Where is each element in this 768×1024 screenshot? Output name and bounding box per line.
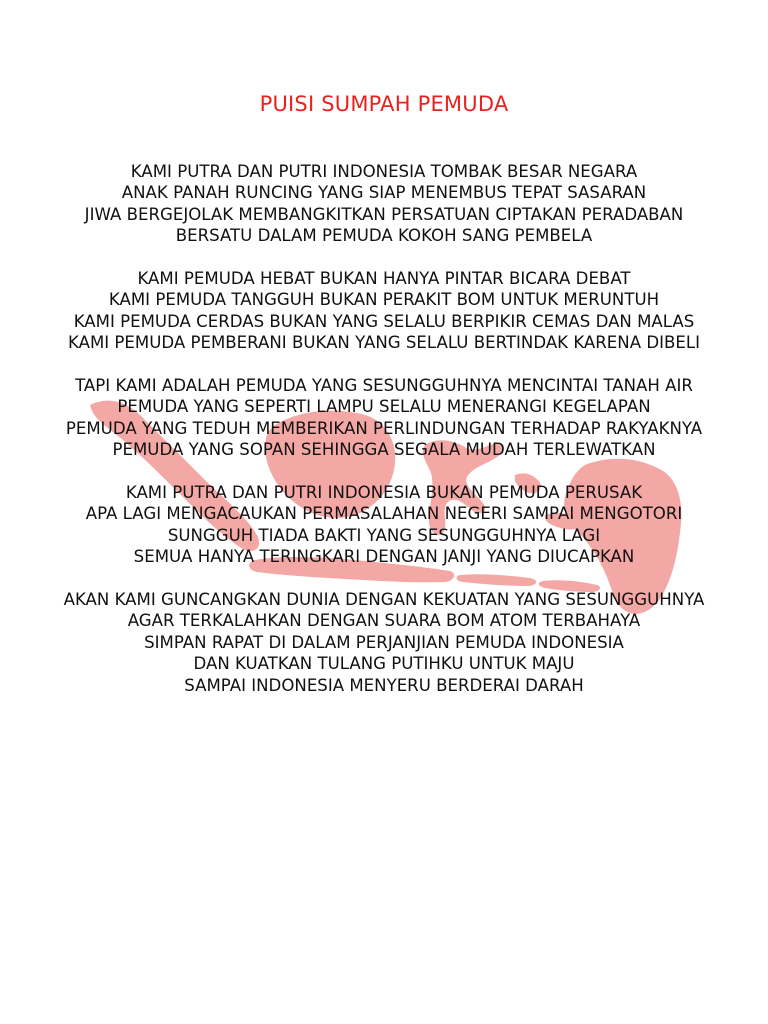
poem-line: AGAR TERKALAHKAN DENGAN SUARA BOM ATOM TERBAHAYA: [127, 611, 641, 631]
stanza-3: [40, 375, 728, 461]
poem-line: SIMPAN RAPAT DI DALAM PERJANJIAN PEMUDA INDONESIA: [144, 632, 624, 652]
poem-line: PEMUDA YANG SEPERTI LAMPU SELALU MENERANGI KEGELAPAN: [117, 397, 651, 417]
poem-line: BERSATU DALAM PEMUDA KOKOH SANG PEMBELA: [175, 226, 593, 246]
poem-line: SEMUA HANYA TERINGKARI DENGAN JANJI YANG DIUCAPKAN: [133, 547, 635, 567]
poem-line: KAMI PEMUDA TANGGUH BUKAN PERAKIT BOM UNTUK MERUNTUH: [108, 290, 660, 310]
poem-line: JIWA BERGEJOLAK MEMBANGKITKAN PERSATUAN CIPTAKAN PERADABAN: [84, 204, 684, 224]
poem-line: AKAN KAMI GUNCANGKAN DUNIA DENGAN KEKUATAN YANG SESUNGGUHNYA: [63, 590, 705, 610]
poem-title: PUISI SUMPAH PEMUDA: [259, 92, 509, 116]
stanza-5: [40, 589, 728, 696]
stanza-2: [40, 268, 728, 354]
poem-body: [40, 161, 728, 717]
poem-line: DAN KUATKAN TULANG PUTIHKU UNTUK MAJU: [193, 654, 575, 674]
poem-line: APA LAGI MENGACAUKAN PERMASALAHAN NEGERI SAMPAI MENGOTORI: [85, 504, 683, 524]
poem-line: SUNGGUH TIADA BAKTI YANG SESUNGGUHNYA LAGI: [167, 525, 601, 545]
poem-line: ANAK PANAH RUNCING YANG SIAP MENEMBUS TEPAT SASARAN: [121, 183, 647, 203]
poem-line: KAMI PEMUDA PEMBERANI BUKAN YANG SELALU BERTINDAK KARENA DIBELI: [68, 333, 700, 353]
poem-line: PEMUDA YANG SOPAN SEHINGGA SEGALA MUDAH TERLEWATKAN: [112, 440, 656, 460]
poem-line: KAMI PEMUDA HEBAT BUKAN HANYA PINTAR BICARA DEBAT: [137, 269, 631, 289]
stanza-1: [40, 161, 728, 247]
poem-line: SAMPAI INDONESIA MENYERU BERDERAI DARAH: [184, 675, 584, 695]
poem-line: KAMI PUTRA DAN PUTRI INDONESIA TOMBAK BESAR NEGARA: [130, 162, 638, 181]
poem-line: KAMI PUTRA DAN PUTRI INDONESIA BUKAN PEMUDA PERUSAK: [125, 483, 643, 503]
poem-line: TAPI KAMI ADALAH PEMUDA YANG SESUNGGUHNYA MENCINTAI TANAH AIR: [75, 376, 693, 396]
poem-line: PEMUDA YANG TEDUH MEMBERIKAN PERLINDUNGAN TERHADAP RAKYAKNYA: [65, 418, 703, 438]
stanza-4: [40, 482, 728, 568]
poem-line: KAMI PEMUDA CERDAS BUKAN YANG SELALU BERPIKIR CEMAS DAN MALAS: [73, 311, 695, 331]
